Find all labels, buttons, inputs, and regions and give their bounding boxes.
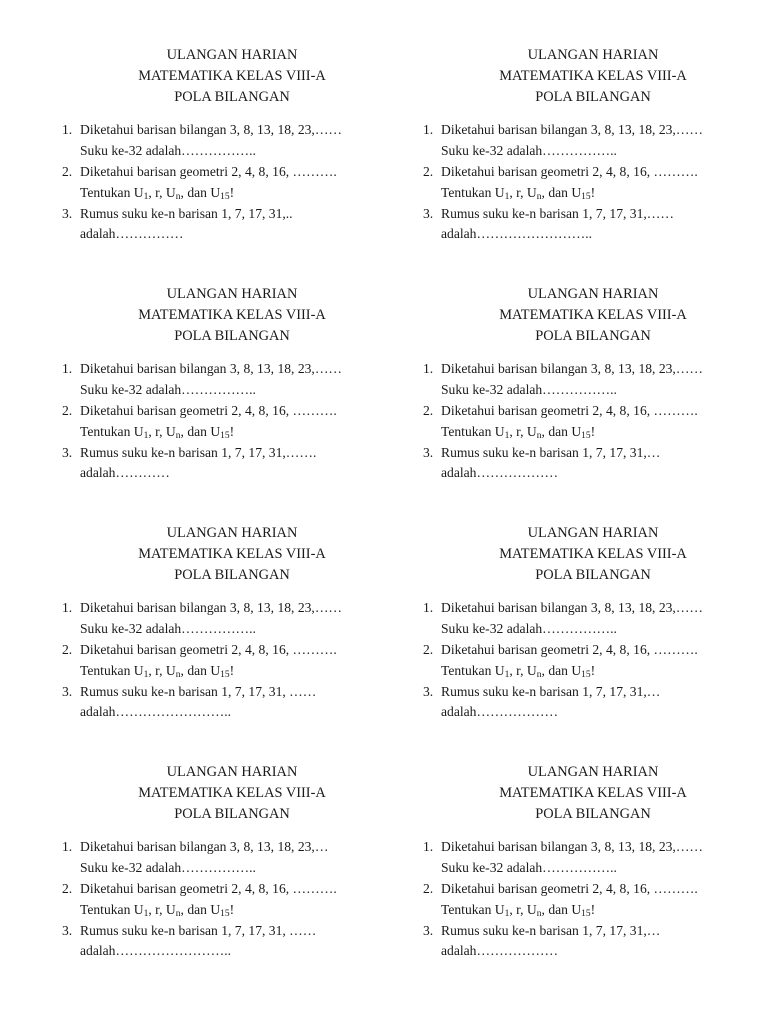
question-number: 2. — [62, 402, 73, 418]
instruction-text: , r, U — [148, 901, 176, 917]
question-instruction — [80, 183, 402, 204]
question-instruction — [80, 422, 402, 443]
instruction-text: ! — [229, 184, 235, 200]
quiz-card-2 — [423, 45, 763, 245]
subscript: n — [175, 430, 181, 441]
question-number: 2. — [62, 641, 73, 657]
instruction-text: , dan U — [541, 662, 582, 678]
question-1 — [62, 359, 402, 401]
quiz-subject: MATEMATIKA KELAS VIII-A — [138, 784, 326, 801]
quiz-header — [62, 45, 402, 107]
instruction-text: Tentukan U — [80, 423, 144, 439]
instruction-text: ! — [229, 901, 235, 917]
question-text: Diketahui barisan geometri 2, 4, 8, 16, ………. — [441, 402, 698, 418]
question-instruction — [441, 661, 763, 682]
question-number: 1. — [62, 600, 73, 616]
answer-line: Suku ke-32 adalah…………….. — [441, 621, 617, 637]
question-number: 2. — [62, 163, 73, 179]
quiz-topic: POLA BILANGAN — [174, 566, 290, 583]
instruction-text: ! — [590, 662, 596, 678]
quiz-card-6 — [423, 523, 763, 723]
quiz-card-5 — [62, 523, 402, 723]
subscript: n — [175, 669, 181, 680]
question-number: 1. — [423, 600, 434, 616]
question-2 — [62, 640, 402, 682]
question-number: 1. — [62, 361, 73, 377]
subscript: n — [536, 669, 542, 680]
answer-line: adalah……………… — [441, 943, 559, 959]
question-number: 3. — [62, 444, 73, 460]
question-number: 3. — [423, 683, 434, 699]
question-3 — [423, 921, 763, 963]
quiz-topic: POLA BILANGAN — [174, 88, 290, 105]
quiz-title: ULANGAN HARIAN — [166, 764, 298, 780]
instruction-text: , r, U — [148, 662, 176, 678]
quiz-card-4 — [423, 284, 763, 484]
question-3 — [62, 204, 402, 246]
quiz-title: ULANGAN HARIAN — [527, 525, 659, 541]
question-3 — [423, 204, 763, 246]
subscript: n — [536, 430, 542, 441]
quiz-card-8 — [423, 762, 763, 962]
question-text: Diketahui barisan geometri 2, 4, 8, 16, ………. — [80, 880, 337, 896]
quiz-header — [62, 284, 402, 346]
instruction-text: Tentukan U — [441, 662, 505, 678]
answer-line: Suku ke-32 adalah…………….. — [80, 860, 256, 876]
question-text: Rumus suku ke-n barisan 1, 7, 17, 31,.. — [80, 205, 293, 221]
quiz-subject: MATEMATIKA KELAS VIII-A — [499, 67, 687, 84]
subscript: 15 — [581, 908, 591, 919]
answer-line: adalah……………… — [441, 465, 559, 481]
question-text: Diketahui barisan bilangan 3, 8, 13, 18, 23,…… — [441, 600, 704, 616]
question-2 — [62, 162, 402, 204]
question-1 — [62, 837, 402, 879]
question-number: 1. — [423, 839, 434, 855]
quiz-subject: MATEMATIKA KELAS VIII-A — [138, 545, 326, 562]
answer-line: adalah…………………….. — [441, 226, 593, 242]
instruction-text: , dan U — [180, 184, 221, 200]
subscript: n — [175, 908, 181, 919]
quiz-header — [62, 762, 402, 824]
subscript: 15 — [220, 430, 230, 441]
quiz-subject: MATEMATIKA KELAS VIII-A — [499, 545, 687, 562]
question-text: Diketahui barisan geometri 2, 4, 8, 16, ………. — [441, 641, 698, 657]
question-list — [423, 359, 763, 484]
question-number: 2. — [423, 163, 434, 179]
instruction-text: ! — [590, 184, 596, 200]
quiz-header — [423, 523, 763, 585]
instruction-text: , dan U — [541, 184, 582, 200]
subscript: 15 — [581, 191, 591, 202]
instruction-text: Tentukan U — [441, 184, 505, 200]
question-list — [423, 120, 763, 245]
instruction-text: , r, U — [509, 184, 537, 200]
instruction-text: , r, U — [509, 423, 537, 439]
answer-line: adalah…………… — [80, 226, 184, 242]
subscript: 1 — [504, 430, 510, 441]
subscript: n — [536, 908, 542, 919]
instruction-text: , dan U — [180, 423, 221, 439]
question-number: 3. — [423, 205, 434, 221]
question-3 — [423, 682, 763, 724]
question-2 — [423, 401, 763, 443]
question-text: Rumus suku ke-n barisan 1, 7, 17, 31,… — [441, 922, 661, 938]
answer-line: Suku ke-32 adalah…………….. — [441, 382, 617, 398]
question-list — [62, 598, 402, 723]
instruction-text: , r, U — [509, 662, 537, 678]
instruction-text: ! — [229, 423, 235, 439]
question-text: Rumus suku ke-n barisan 1, 7, 17, 31, …… — [80, 922, 317, 938]
quiz-card-1 — [62, 45, 402, 245]
question-number: 2. — [423, 641, 434, 657]
instruction-text: ! — [229, 662, 235, 678]
answer-line: adalah………… — [80, 465, 170, 481]
answer-line: adalah…………………….. — [80, 704, 232, 720]
subscript: 1 — [143, 669, 149, 680]
question-instruction — [441, 183, 763, 204]
instruction-text: Tentukan U — [80, 662, 144, 678]
question-2 — [62, 401, 402, 443]
question-number: 3. — [62, 683, 73, 699]
answer-line: Suku ke-32 adalah…………….. — [80, 621, 256, 637]
question-text: Diketahui barisan bilangan 3, 8, 13, 18, 23,… — [80, 839, 329, 855]
question-list — [62, 359, 402, 484]
question-1 — [423, 598, 763, 640]
quiz-header — [423, 762, 763, 824]
answer-line: Suku ke-32 adalah…………….. — [441, 860, 617, 876]
quiz-title: ULANGAN HARIAN — [527, 764, 659, 780]
subscript: 15 — [220, 191, 230, 202]
question-text: Diketahui barisan geometri 2, 4, 8, 16, ………. — [80, 641, 337, 657]
question-number: 2. — [423, 402, 434, 418]
question-number: 2. — [423, 880, 434, 896]
subscript: 15 — [581, 669, 591, 680]
question-text: Diketahui barisan bilangan 3, 8, 13, 18, 23,…… — [80, 122, 343, 138]
instruction-text: Tentukan U — [80, 901, 144, 917]
question-1 — [423, 837, 763, 879]
question-text: Diketahui barisan bilangan 3, 8, 13, 18, 23,…… — [441, 361, 704, 377]
quiz-header — [423, 45, 763, 107]
instruction-text: , r, U — [148, 423, 176, 439]
question-instruction — [441, 422, 763, 443]
question-1 — [62, 598, 402, 640]
quiz-topic: POLA BILANGAN — [535, 327, 651, 344]
question-1 — [62, 120, 402, 162]
instruction-text: , dan U — [180, 901, 221, 917]
instruction-text: , dan U — [541, 901, 582, 917]
question-1 — [423, 359, 763, 401]
quiz-subject: MATEMATIKA KELAS VIII-A — [138, 306, 326, 323]
question-3 — [62, 682, 402, 724]
question-text: Diketahui barisan bilangan 3, 8, 13, 18, 23,…… — [441, 122, 704, 138]
question-instruction — [80, 900, 402, 921]
question-list — [62, 120, 402, 245]
question-list — [62, 837, 402, 962]
question-list — [423, 598, 763, 723]
question-text: Rumus suku ke-n barisan 1, 7, 17, 31, …… — [80, 683, 317, 699]
question-list — [423, 837, 763, 962]
answer-line: Suku ke-32 adalah…………….. — [441, 143, 617, 159]
question-3 — [62, 443, 402, 485]
subscript: 1 — [504, 191, 510, 202]
question-2 — [423, 879, 763, 921]
instruction-text: , dan U — [180, 662, 221, 678]
quiz-topic: POLA BILANGAN — [535, 88, 651, 105]
quiz-title: ULANGAN HARIAN — [527, 47, 659, 63]
question-number: 1. — [62, 122, 73, 138]
instruction-text: Tentukan U — [80, 184, 144, 200]
question-text: Rumus suku ke-n barisan 1, 7, 17, 31,……. — [80, 444, 317, 460]
question-number: 3. — [423, 922, 434, 938]
quiz-card-3 — [62, 284, 402, 484]
subscript: 1 — [143, 908, 149, 919]
subscript: 1 — [143, 191, 149, 202]
instruction-text: ! — [590, 423, 596, 439]
subscript: 1 — [504, 669, 510, 680]
question-instruction — [441, 900, 763, 921]
question-2 — [423, 640, 763, 682]
quiz-title: ULANGAN HARIAN — [166, 525, 298, 541]
instruction-text: , r, U — [509, 901, 537, 917]
question-text: Diketahui barisan bilangan 3, 8, 13, 18, 23,…… — [80, 361, 343, 377]
question-number: 2. — [62, 880, 73, 896]
quiz-header — [62, 523, 402, 585]
subscript: 15 — [220, 908, 230, 919]
question-text: Diketahui barisan bilangan 3, 8, 13, 18, 23,…… — [80, 600, 343, 616]
instruction-text: , dan U — [541, 423, 582, 439]
question-text: Diketahui barisan geometri 2, 4, 8, 16, ………. — [80, 402, 337, 418]
question-3 — [423, 443, 763, 485]
question-number: 1. — [423, 122, 434, 138]
question-text: Rumus suku ke-n barisan 1, 7, 17, 31,… — [441, 444, 661, 460]
subscript: 1 — [143, 430, 149, 441]
question-text: Diketahui barisan geometri 2, 4, 8, 16, ………. — [441, 163, 698, 179]
question-text: Rumus suku ke-n barisan 1, 7, 17, 31,…… — [441, 205, 674, 221]
quiz-subject: MATEMATIKA KELAS VIII-A — [138, 67, 326, 84]
quiz-title: ULANGAN HARIAN — [527, 286, 659, 302]
quiz-card-7 — [62, 762, 402, 962]
quiz-title: ULANGAN HARIAN — [166, 286, 298, 302]
quiz-title: ULANGAN HARIAN — [166, 47, 298, 63]
subscript: 15 — [220, 669, 230, 680]
question-text: Diketahui barisan geometri 2, 4, 8, 16, ………. — [441, 880, 698, 896]
answer-line: adalah…………………….. — [80, 943, 232, 959]
question-1 — [423, 120, 763, 162]
question-text: Diketahui barisan bilangan 3, 8, 13, 18, 23,…… — [441, 839, 704, 855]
quiz-topic: POLA BILANGAN — [174, 805, 290, 822]
question-text: Rumus suku ke-n barisan 1, 7, 17, 31,… — [441, 683, 661, 699]
answer-line: Suku ke-32 adalah…………….. — [80, 382, 256, 398]
question-text: Diketahui barisan geometri 2, 4, 8, 16, ………. — [80, 163, 337, 179]
question-3 — [62, 921, 402, 963]
question-number: 3. — [62, 922, 73, 938]
subscript: n — [175, 191, 181, 202]
quiz-subject: MATEMATIKA KELAS VIII-A — [499, 306, 687, 323]
subscript: 15 — [581, 430, 591, 441]
question-2 — [423, 162, 763, 204]
question-number: 1. — [62, 839, 73, 855]
quiz-topic: POLA BILANGAN — [535, 566, 651, 583]
instruction-text: Tentukan U — [441, 423, 505, 439]
question-number: 3. — [62, 205, 73, 221]
instruction-text: ! — [590, 901, 596, 917]
instruction-text: Tentukan U — [441, 901, 505, 917]
answer-line: adalah……………… — [441, 704, 559, 720]
question-2 — [62, 879, 402, 921]
question-number: 1. — [423, 361, 434, 377]
answer-line: Suku ke-32 adalah…………….. — [80, 143, 256, 159]
instruction-text: , r, U — [148, 184, 176, 200]
question-instruction — [80, 661, 402, 682]
quiz-subject: MATEMATIKA KELAS VIII-A — [499, 784, 687, 801]
quiz-header — [423, 284, 763, 346]
quiz-topic: POLA BILANGAN — [535, 805, 651, 822]
quiz-topic: POLA BILANGAN — [174, 327, 290, 344]
subscript: 1 — [504, 908, 510, 919]
subscript: n — [536, 191, 542, 202]
question-number: 3. — [423, 444, 434, 460]
